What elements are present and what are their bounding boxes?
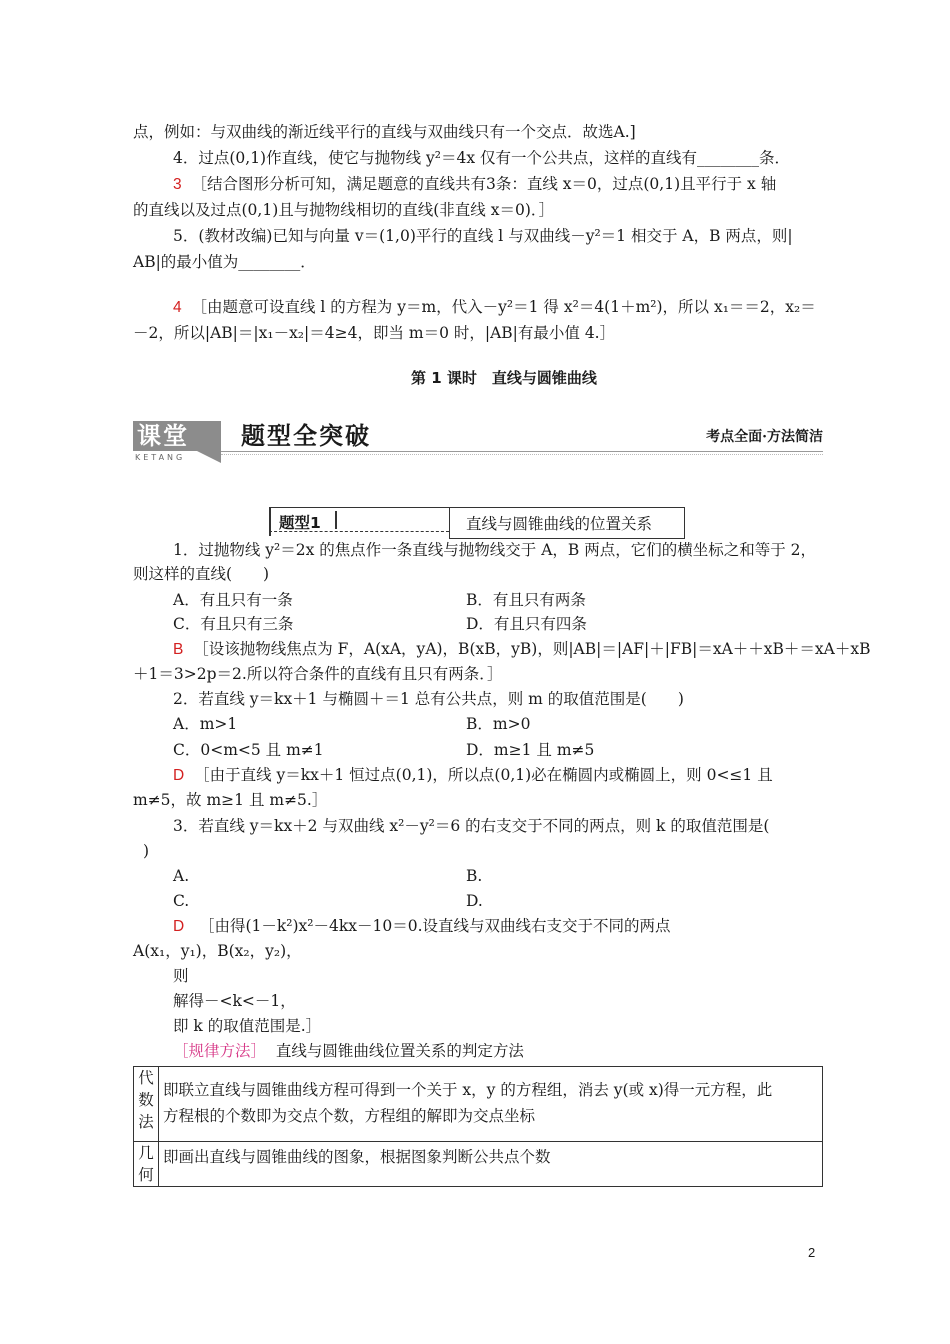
option-c: C．0<m<5 且 m≠1 (173, 741, 324, 759)
page-number: 2 (808, 1245, 816, 1260)
text-line: A(x₁，y₁)，B(x₂，y₂)， (133, 942, 302, 960)
text-line: 的直线以及过点(0,1)且与抛物线相切的直线(非直线 x＝0)．］ (133, 201, 555, 219)
row-key: 代 数 法 (134, 1067, 159, 1142)
question-type-label: 题型1 (279, 514, 321, 532)
answer-text: ［设该抛物线焦点为 F，A(xA，yA)，B(xB，yB)，则|AB|＝|AF|＋|FB|＝xA＋＋xB＋＝xA＋xB (193, 640, 871, 658)
lesson-title: 第 1 课时 直线与圆锥曲线 (411, 369, 597, 387)
answer-text: ［由得(1－k²)x²－4kx－10＝0.设直线与双曲线右支交于不同的两点 (198, 917, 671, 935)
question-4: 4．过点(0,1)作直线，使它与抛物线 y²＝4x 仅有一个公共点，这样的直线有________条． (173, 149, 791, 167)
question-type-title: 直线与圆锥曲线的位置关系 (466, 515, 653, 533)
answer-text: ［结合图形分析可知，满足题意的直线共有3条：直线 x＝0，过点(0,1)且平行于 x 轴 (191, 175, 777, 193)
section-badge-sub: KETANG (135, 453, 186, 462)
row-text-line: 方程根的个数即为交点个数，方程组的解即为交点坐标 (163, 1107, 536, 1125)
text-line: m≠5，故 m≥1 且 m≠5.］ (133, 791, 328, 809)
option-a: A．有且只有一条 (173, 591, 293, 609)
badge-triangle (197, 451, 221, 463)
answer-2 (173, 765, 773, 786)
text-line: 点，例如：与双曲线的渐近线平行的直线与双曲线只有一个交点．故选A.] (133, 123, 636, 141)
option-d: D．有且只有四条 (466, 615, 587, 633)
answer-mark: 3 (173, 176, 182, 193)
section-badge (133, 421, 221, 451)
question-type-box (269, 507, 683, 539)
answer-1 (173, 639, 870, 660)
option-a: A. (173, 867, 190, 885)
answer-5 (173, 297, 816, 318)
text-line: 解得－<k<－1， (173, 992, 296, 1010)
divider (221, 454, 823, 455)
option-c: C．有且只有三条 (173, 615, 294, 633)
text-line: 则这样的直线( ) (133, 565, 270, 583)
question-2: 2．若直线 y＝kx＋1 与椭圆＋＝1 总有公共点，则 m 的取值范围是( ) (173, 690, 684, 708)
option-c: C. (173, 892, 190, 910)
label-bar (335, 511, 337, 529)
row-text (159, 1142, 823, 1187)
dashed-line (269, 531, 449, 532)
option-a: A．m>1 (173, 715, 238, 733)
question-3: 3．若直线 y＝kx＋2 与双曲线 x²－y²＝6 的右支交于不同的两点，则 k 的取值范围是( (173, 817, 770, 835)
section-badge-label: 课堂 (137, 422, 189, 450)
answer-mark: B (173, 641, 184, 658)
option-b: B．有且只有两条 (466, 591, 586, 609)
text-line: －2，所以|AB|＝|x₁－x₂|＝4≥4，即当 m＝0 时，|AB|有最小值 4.］ (133, 324, 616, 342)
section-header (133, 421, 823, 461)
question-5: 5．(教材改编)已知与向量 v＝(1,0)平行的直线 l 与双曲线－y²＝1 相交于 A，B 两点，则| (173, 227, 793, 245)
text-line: 即 k 的取值范围是.］ (173, 1017, 322, 1035)
option-d: D. (466, 892, 483, 910)
method-tag: ［规律方法］ (173, 1042, 267, 1060)
answer-mark: 4 (173, 299, 182, 316)
table-row (134, 1142, 823, 1187)
answer-4 (173, 174, 776, 195)
option-b: B．m>0 (466, 715, 531, 733)
answer-mark: D (173, 918, 185, 935)
text-line: ) (143, 842, 150, 860)
row-text-line: 即联立直线与圆锥曲线方程可得到一个关于 x，y 的方程组，消去 y(或 x)得一元方程，此 (163, 1081, 773, 1099)
answer-text: ［由于直线 y＝kx＋1 恒过点(0,1)，所以点(0,1)必在椭圆内或椭圆上，则 0<≤1 且 (194, 766, 773, 784)
question-type-title-box (449, 507, 685, 539)
answer-text: ［由题意可设直线 l 的方程为 y＝m，代入－y²＝1 得 x²＝4(1＋m²)，所以 x₁＝＝2，x₂＝ (191, 298, 816, 316)
section-tagline: 考点全面·方法简洁 (706, 429, 823, 445)
row-text (159, 1067, 823, 1142)
text-line: ＋1＝3>2p＝2.所以符合条件的直线有且只有两条．］ (133, 665, 503, 683)
table-row (134, 1067, 823, 1142)
answer-3 (173, 916, 671, 937)
method-title: 直线与圆锥曲线位置关系的判定方法 (275, 1042, 524, 1060)
option-b: B. (466, 867, 483, 885)
option-d: D．m≥1 且 m≠5 (466, 741, 595, 759)
text-line: AB|的最小值为________． (133, 253, 316, 271)
question-1: 1．过抛物线 y²＝2x 的焦点作一条直线与抛物线交于 A，B 两点，它们的横坐标之和等于 2， (173, 541, 817, 559)
row-key: 几 何 (134, 1142, 159, 1187)
method-table (133, 1066, 823, 1187)
divider (221, 451, 823, 452)
row-text-line: 即画出直线与圆锥曲线的图象，根据图象判断公共点个数 (163, 1148, 551, 1166)
section-title: 题型全突破 (241, 422, 371, 450)
answer-mark: D (173, 767, 185, 784)
method-heading (173, 1041, 524, 1061)
text-line: 则 (173, 967, 189, 985)
